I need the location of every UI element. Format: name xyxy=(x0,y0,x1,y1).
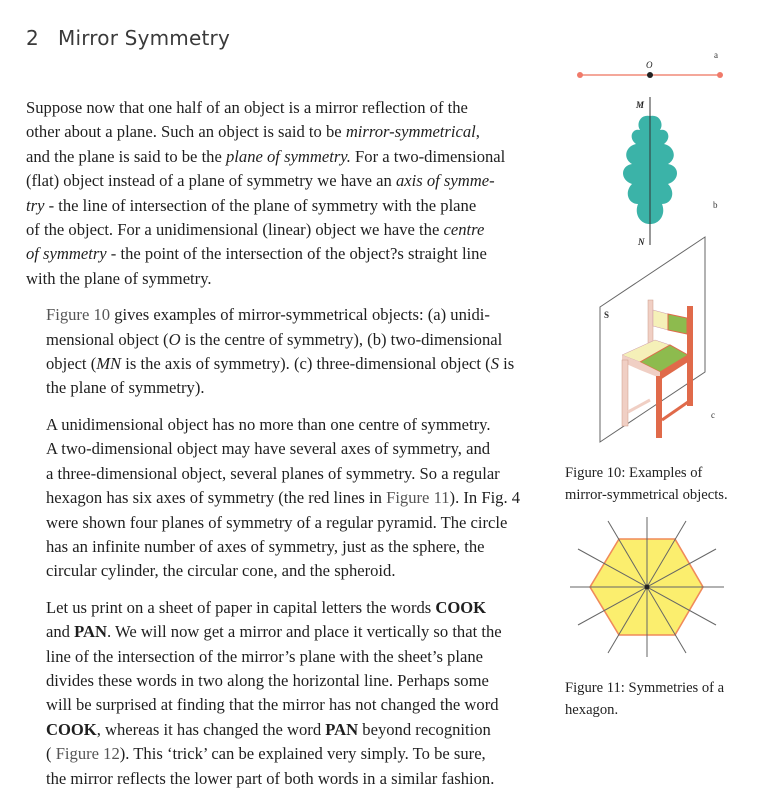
text-line: a three-dimensional object, several planes of symmetry. So a regular xyxy=(46,463,500,483)
figure-10b-leaf xyxy=(623,97,718,247)
figure-11-hexagon xyxy=(560,515,730,665)
text-line: hexagon has six axes of symmetry (the red lines in Figure 11). In Fig. 4 xyxy=(46,488,521,508)
figure-reference-link[interactable]: Figure 10 xyxy=(46,305,111,325)
bold-word: PAN xyxy=(74,622,107,642)
figure-11-caption: Figure 11: Symmetries of a hexagon. xyxy=(565,680,725,718)
text-line: of symmetry - the point of the intersection of the object?s straight line xyxy=(26,244,487,264)
text-line: COOK, whereas it has changed the word PAN beyond recognition xyxy=(46,719,491,739)
svg-text:N: N xyxy=(638,237,645,247)
bold-word: COOK xyxy=(46,719,97,739)
text-line: were shown four planes of symmetry of a regular pyramid. The circle xyxy=(46,512,508,532)
figure-reference-link[interactable]: Figure 12 xyxy=(55,744,120,764)
emphasis: MN xyxy=(96,354,122,374)
bold-word: PAN xyxy=(325,719,359,739)
emphasis: axis of symme- xyxy=(396,171,495,191)
svg-text:b: b xyxy=(713,200,718,210)
text-line: A unidimensional object has no more than one centre of symmetry. xyxy=(46,414,491,434)
svg-text:c: c xyxy=(711,410,715,420)
svg-text:M: M xyxy=(636,100,645,110)
paragraph xyxy=(26,96,541,291)
text-line: and the plane is said to be the plane of symmetry. For a two-dimensional xyxy=(26,146,506,166)
svg-text:S: S xyxy=(604,310,610,320)
text-line: line of the intersection of the mirror’s plane with the sheet’s plane xyxy=(46,646,483,666)
body-text xyxy=(26,96,541,803)
text-line: ( Figure 12). This ‘trick’ can be explained very simply. To be sure, xyxy=(46,744,486,764)
emphasis: try xyxy=(26,195,45,215)
section-title: Mirror Symmetry xyxy=(58,26,230,50)
emphasis: plane of symmetry. xyxy=(226,146,351,166)
paragraph xyxy=(26,413,541,584)
text-line: the mirror reflects the lower part of both words in a similar fashion. xyxy=(46,768,495,788)
emphasis: O xyxy=(168,329,181,349)
section-heading xyxy=(26,26,230,50)
text-line: mensional object (O is the centre of symmetry), (b) two-dimensional xyxy=(46,329,503,349)
text-line: of the object. For a unidimensional (linear) object we have the centre xyxy=(26,220,485,240)
figure-10a-segment xyxy=(577,50,723,78)
text-line: Suppose now that one half of an object is a mirror reflection of the xyxy=(26,98,468,117)
text-line: has an infinite number of axes of symmetry, just as the sphere, the xyxy=(46,536,485,556)
text-line: object (MN is the axis of symmetry). (c) three-dimensional object (S is xyxy=(46,354,515,374)
svg-text:O: O xyxy=(646,60,653,70)
text-line: (flat) object instead of a plane of symmetry we have an axis of symme- xyxy=(26,171,495,191)
paragraph xyxy=(26,596,541,791)
text-line: other about a plane. Such an object is said to be mirror-symmetrical, xyxy=(26,122,480,142)
emphasis: of symmetry xyxy=(26,244,107,264)
emphasis: S xyxy=(490,354,499,374)
text-line: Let us print on a sheet of paper in capital letters the words COOK xyxy=(46,597,487,617)
figure-10-caption: Figure 10: Examples of mirror-symmetrical objects. xyxy=(565,465,728,503)
text-line: the plane of symmetry). xyxy=(46,378,205,398)
text-line: try - the line of intersection of the plane of symmetry with the plane xyxy=(26,195,477,215)
paragraph xyxy=(26,303,541,401)
text-line: and PAN. We will now get a mirror and place it vertically so that the xyxy=(46,622,502,642)
svg-text:a: a xyxy=(714,50,718,60)
text-line: Figure 10 gives examples of mirror-symmetrical objects: (a) unidi- xyxy=(46,305,490,325)
text-line: divides these words in two along the horizontal line. Perhaps some xyxy=(46,670,489,690)
emphasis: mirror-symmetrical xyxy=(345,122,476,142)
text-line: will be surprised at finding that the mirror has not changed the word xyxy=(46,695,499,715)
bold-word: COOK xyxy=(435,597,487,617)
text-line: circular cylinder, the circular cone, and the spheroid. xyxy=(46,561,396,581)
emphasis: centre xyxy=(443,220,485,240)
section-number: 2 xyxy=(26,26,39,50)
figure-10 xyxy=(560,40,760,450)
figure-reference-link[interactable]: Figure 11 xyxy=(386,488,450,508)
text-line: with the plane of symmetry. xyxy=(26,268,212,288)
text-line: A two-dimensional object may have several axes of symmetry, and xyxy=(46,439,491,459)
figure-10c-chair xyxy=(600,237,715,442)
